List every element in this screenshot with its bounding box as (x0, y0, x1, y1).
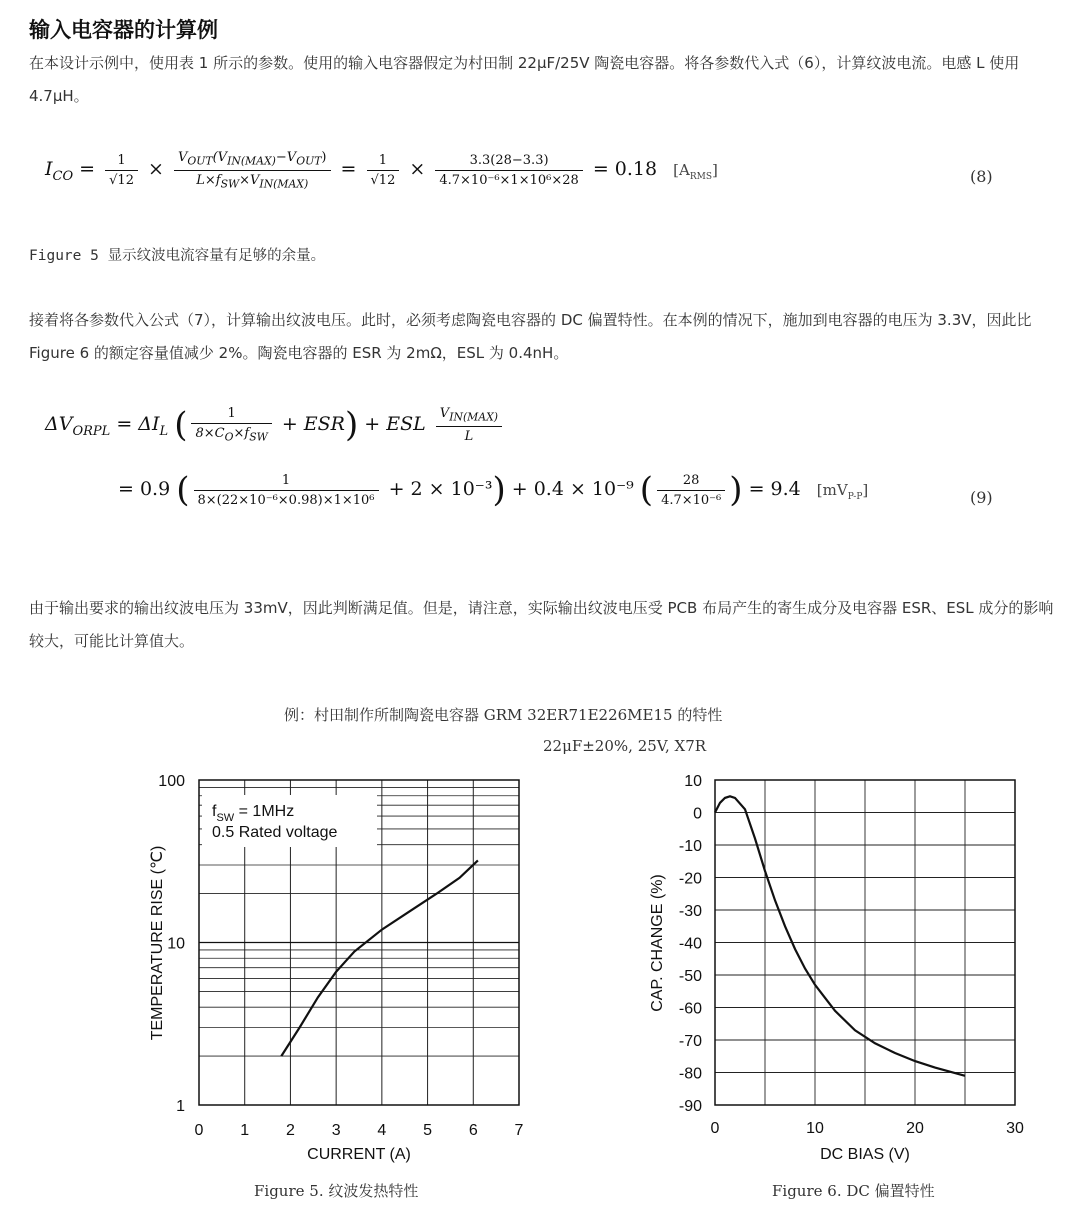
figure6-x-tick: 20 (906, 1120, 924, 1137)
figure6-series-line (715, 796, 965, 1076)
figure5-y-tick: 10 (167, 935, 185, 953)
figure5-legend-line2: 0.5 Rated voltage (212, 824, 338, 841)
section-title: 输入电容器的计算例 (29, 18, 218, 42)
intro-paragraph: 在本设计示例中，使用表 1 所示的参数。使用的输入电容器假定为村田制 22μF/25V 陶瓷电容器。将各参数代入式（6），计算纹波电流。电感 L 使用 4.7μH。 (29, 54, 1020, 105)
figure-header-spec: 22μF±20%, 25V, X7R (543, 737, 707, 755)
figure6-y-tick: -20 (678, 870, 702, 888)
figure5-x-axis-label: CURRENT (A) (307, 1146, 411, 1163)
conclusion-paragraph: 由于输出要求的输出纹波电压为 33mV，因此判断满足值。但是，请注意，实际输出纹波电压受 PCB 布局产生的寄生成分及电容器 ESR、ESL 成分的影响较大，可能比计算值大。 (29, 599, 1054, 650)
figure5-x-tick: 1 (240, 1122, 250, 1139)
figure6-x-axis-label: DC BIAS (V) (820, 1146, 910, 1163)
figure6-y-axis-label: CAP. CHANGE (%) (649, 874, 666, 1012)
figure-header-part: 例：村田制作所制陶瓷电容器 GRM 32ER71E226ME15 的特性 (284, 706, 723, 724)
figure6-y-tick: -60 (678, 1000, 702, 1018)
ripple-paragraph: 接着将各参数代入公式（7），计算输出纹波电压。此时，必须考虑陶瓷电容器的 DC 偏置特性。在本例的情况下，施加到电容器的电压为 3.3V，因此比 Figure 6 的额定容量值减少 2%。陶瓷电容器的 ESR 为 2mΩ，ESL 为 0.4nH。 (29, 311, 1032, 362)
figure6-x-tick: 10 (806, 1120, 824, 1137)
figure6-y-tick: 10 (684, 773, 702, 790)
figure5-y-tick: 1 (176, 1098, 185, 1115)
figure6-y-tick: -40 (678, 935, 702, 953)
figure6-x-tick: 30 (1006, 1120, 1024, 1137)
figure5-chart (140, 765, 540, 1170)
equation-8-number: (8) (970, 167, 993, 186)
figure5-note: Figure 5 显示纹波电流容量有足够的余量。 (29, 248, 326, 264)
figure6-chart (640, 765, 1060, 1170)
figure6-y-tick: -90 (678, 1098, 702, 1115)
equation-8: $I_{CO}$ = $\frac{1}{√12}$ × $\frac{V_{OUT}(V_{IN(MAX)}-V_{OUT})}{L\times f_{SW}\times V_{IN(MAX)}}$ = $\frac{1}{√12}$ × $\frac{3.3(28-3.3)}{\text{4.7×10⁻⁶×1×10⁶×28}}$ = 0.18 $[A_{RMS}]$ (45, 150, 718, 191)
figure5-y-tick: 100 (158, 773, 185, 790)
equation-9-line2: = 0.9 ( $\frac{1}{\text{8×(22×10⁻⁶×0.98)×1×10⁶}}$ + 2 × 10⁻³) + 0.4 × 10⁻⁹ ( $\frac{28}{\text{4.7×10⁻⁶}}$ ) = 9.4 $[mV_{P-P}]$ (118, 470, 869, 510)
figure6-y-tick: -80 (678, 1065, 702, 1083)
figure6-caption: Figure 6. DC 偏置特性 (772, 1182, 935, 1200)
figure5-x-tick: 3 (331, 1122, 341, 1139)
figure5-y-axis-label: TEMPERATURE RISE (℃) (149, 845, 166, 1041)
figure5-x-tick: 6 (468, 1122, 478, 1139)
figure5-x-tick: 0 (194, 1122, 204, 1139)
figure5-x-tick: 5 (423, 1122, 433, 1139)
figure5-x-tick: 2 (285, 1122, 295, 1139)
equation-9-line1: $\Delta V_{ORPL} = \Delta I_L$ ( $\frac{1}{8\times C_O\times f_{SW}}$ + ESR) + ESL $\frac{V_{IN(MAX)}}{L}$ (45, 405, 506, 445)
figure5-x-tick: 7 (514, 1122, 524, 1139)
figure5-x-tick: 4 (377, 1122, 387, 1139)
figure5-legend-line1: $f_{SW} = 1MHz$ (212, 803, 295, 824)
figure6-x-tick: 0 (710, 1120, 720, 1137)
figure6-y-tick: 0 (693, 805, 702, 823)
equation-9-number: (9) (970, 488, 993, 507)
figure6-y-tick: -30 (678, 903, 702, 920)
figure5-caption: Figure 5. 纹波发热特性 (254, 1182, 419, 1200)
figure6-y-tick: -10 (678, 838, 702, 855)
figure6-y-tick: -50 (678, 968, 702, 985)
figure6-y-tick: -70 (678, 1033, 702, 1050)
